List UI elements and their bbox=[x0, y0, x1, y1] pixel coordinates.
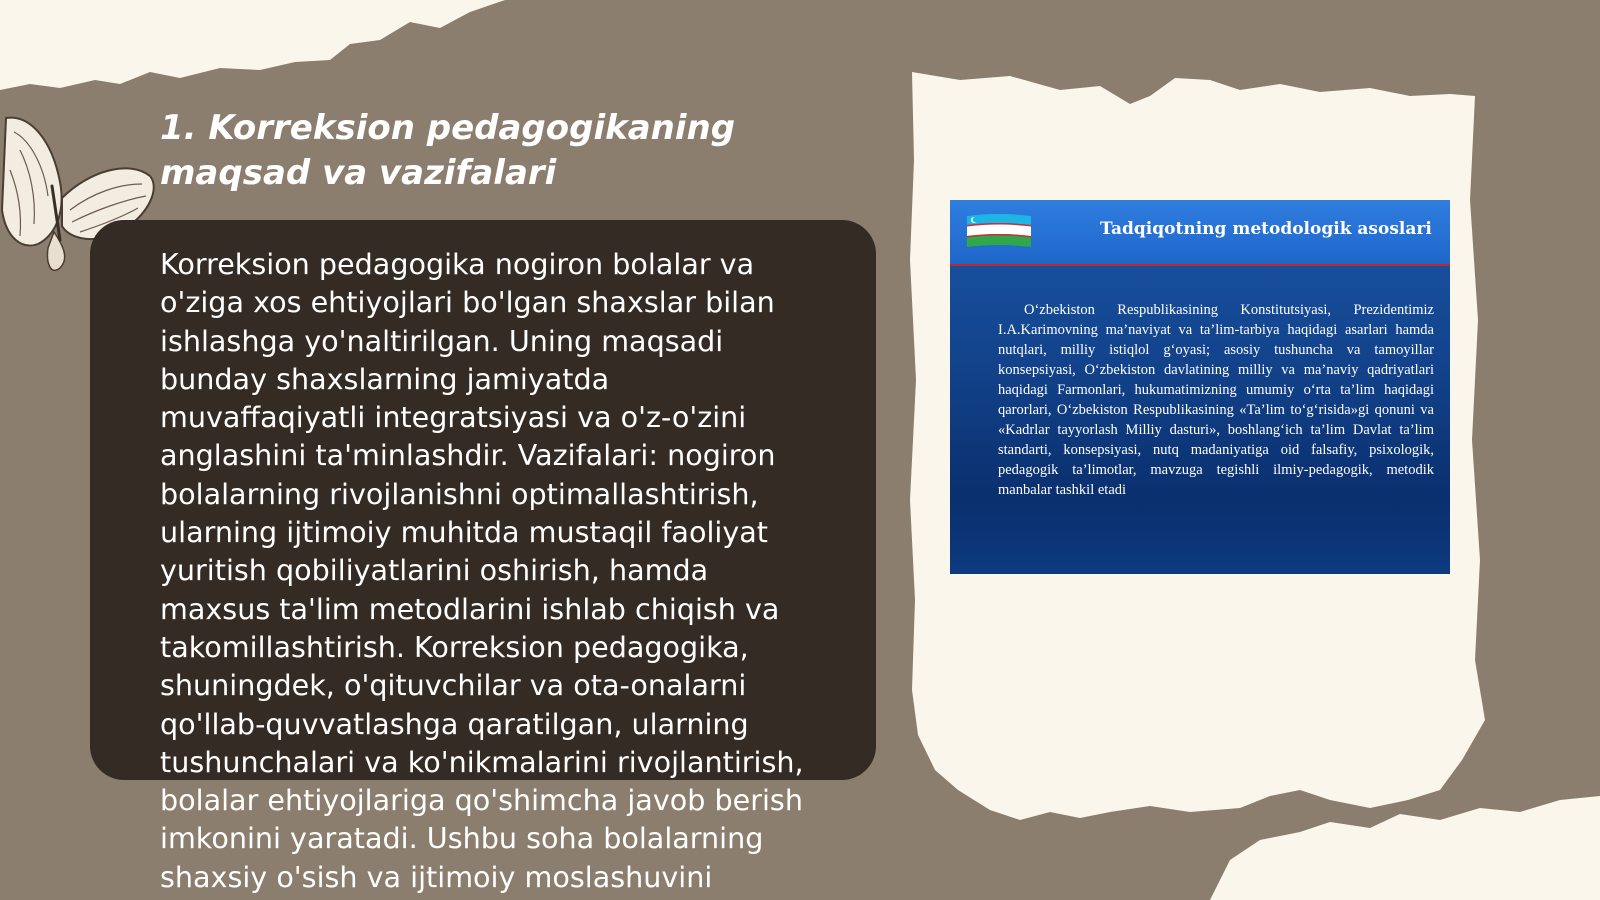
body-line: bolalarning rivojlanishni optimallashtirish, bbox=[160, 476, 759, 511]
body-line: shaxsiy o'sish va ijtimoiy moslashuvini bbox=[160, 859, 713, 894]
body-line: muvaffaqiyatli integratsiyasi va o'z-o'zini bbox=[160, 400, 747, 435]
body-line: shuningdek, o'qituvchilar va ota-onalarni bbox=[160, 668, 747, 703]
body-line: ishlashga yo'naltirilgan. Uning maqsadi bbox=[160, 323, 724, 358]
body-line: qo'llab-quvvatlashga qaratilgan, ularning bbox=[160, 706, 749, 741]
body-line: o'ziga xos ehtiyojlari bo'lgan shaxslar bilan bbox=[160, 285, 775, 320]
body-line: Korreksion pedagogika nogiron bolalar va bbox=[160, 247, 755, 281]
body-paragraph bbox=[160, 245, 850, 896]
body-line: maxsus ta'lim metodlarini ishlab chiqish va bbox=[160, 591, 780, 626]
body-line: takomillashtirish. Korreksion pedagogika, bbox=[160, 629, 749, 664]
embedded-slide-header bbox=[950, 200, 1450, 266]
embedded-slide-image bbox=[950, 200, 1450, 574]
title-line-1: 1. Korreksion pedagogikaning bbox=[160, 108, 736, 148]
body-line: ularning ijtimoiy muhitda mustaqil faoliyat bbox=[160, 515, 768, 550]
body-line: yuritish qobiliyatlarini oshirish, hamda bbox=[160, 553, 709, 588]
body-line: bolalar ehtiyojlariga qo'shimcha javob berish bbox=[160, 783, 803, 818]
uzbekistan-flag-icon bbox=[965, 212, 1033, 250]
torn-paper-top-left bbox=[0, 0, 505, 90]
body-line: tushunchalari va ko'nikmalarini rivojlantirish, bbox=[160, 744, 804, 779]
body-line: imkonini yaratadi. Ushbu soha bolalarning bbox=[160, 821, 764, 856]
body-line: bunday shaxslarning jamiyatda bbox=[160, 361, 610, 396]
body-line: anglashini ta'minlashdir. Vazifalari: nogiron bbox=[160, 438, 776, 473]
torn-paper-bottom-right bbox=[1210, 796, 1600, 900]
slide-title bbox=[160, 106, 800, 196]
embedded-slide-title: Tadqiqotning metodologik asoslari bbox=[1100, 219, 1432, 239]
title-line-2: maqsad va vazifalari bbox=[160, 153, 557, 193]
embedded-slide-text: O‘zbekiston Respublikasining Konstitutsiyasi, Prezidentimiz I.A.Karimovning ma’naviyat va ta’lim-tarbiya haqidagi asarlari hamda nutqlari, milliy istiqlol g‘oyasi; asosiy tushuncha va tamoyillar konsepsiyasi, O‘zbekiston davlatining milliy va ma’naviy qadriyatlari haqidagi Farmonlari, hukumatimizning umumiy o‘rta ta’lim haqidagi qarorlari, O‘zbekiston Respublikasining «Ta’lim to‘g‘risida»gi qonuni va «Kadrlar tayyorlash Milliy dasturi», boshlang‘ich ta’lim Davlat ta’lim standarti, konsepsiyasi, nutq madaniyatiga oid falsafiy, psixologik, pedagogik ta’limotlar, mavzuga tegishli ilmiy-pedagogik, metodik manbalar tashkil etadi bbox=[998, 302, 1434, 498]
